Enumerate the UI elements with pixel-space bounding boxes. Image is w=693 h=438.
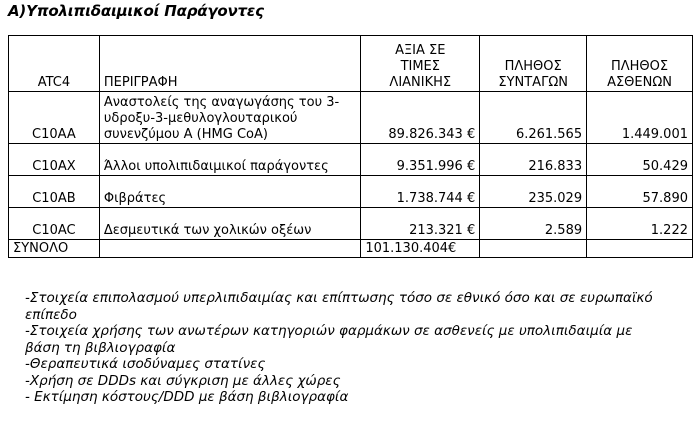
header-atc: ATC4 xyxy=(9,36,100,92)
header-value-line: ΑΞΙΑ ΣΕ xyxy=(395,43,446,58)
patient-count: 57.890 xyxy=(587,176,693,208)
patient-count: 50.429 xyxy=(587,144,693,176)
table-row xyxy=(9,208,693,240)
total-label: ΣΥΝΟΛΟ xyxy=(9,240,100,258)
header-patients-line: ΑΣΘΕΝΩΝ xyxy=(607,75,673,90)
table-header-row xyxy=(9,36,693,92)
description xyxy=(99,92,360,144)
description-line: υδροξυ-3-μεθυλογλουταρικού xyxy=(103,111,298,126)
header-prescriptions-line: ΠΛΗΘΟΣ xyxy=(504,59,562,74)
table-row xyxy=(9,176,693,208)
table-row xyxy=(9,92,693,144)
description: Άλλοι υπολιπιδαιμικοί παράγοντες xyxy=(99,144,360,176)
total-prescriptions-empty xyxy=(480,240,587,258)
retail-value: 89.826.343 € xyxy=(361,92,480,144)
patient-count: 1.449.001 xyxy=(587,92,693,144)
total-patients-empty xyxy=(587,240,693,258)
atc-code: C10AX xyxy=(9,144,100,176)
note-line: -Στοιχεία χρήσης των ανωτέρων κατηγοριών φαρμάκων σε ασθενείς με υπολιπιδαιμία με xyxy=(25,323,633,339)
retail-value: 213.321 € xyxy=(361,208,480,240)
atc-code: C10AB xyxy=(9,176,100,208)
header-value-line: ΛΙΑΝΙΚΗΣ xyxy=(389,75,452,90)
header-prescriptions-line: ΣΥΝΤΑΓΩΝ xyxy=(498,75,568,90)
description-line: συνενζύμου Α (HMG CoA) xyxy=(103,127,268,142)
header-description: ΠΕΡΙΓΡΑΦΗ xyxy=(99,36,360,92)
prescription-count: 216.833 xyxy=(480,144,587,176)
header-patients-line: ΠΛΗΘΟΣ xyxy=(610,59,669,74)
notes-list xyxy=(25,290,675,406)
description: Δεσμευτικά των χολικών οξέων xyxy=(99,208,360,240)
section-heading: Α)Υπολιπιδαιμικοί Παράγοντες xyxy=(8,2,264,20)
prescription-count: 235.029 xyxy=(480,176,587,208)
note-line: -Θεραπευτικά ισοδύναμες στατίνες xyxy=(25,356,266,372)
prescription-count: 2.589 xyxy=(480,208,587,240)
header-value xyxy=(361,36,480,92)
prescription-count: 6.261.565 xyxy=(480,92,587,144)
header-prescriptions xyxy=(480,36,587,92)
atc-code: C10AA xyxy=(9,92,100,144)
header-patients xyxy=(587,36,693,92)
retail-value: 9.351.996 € xyxy=(361,144,480,176)
table-row xyxy=(9,144,693,176)
note-line: επίπεδο xyxy=(25,306,77,323)
note-line: -Στοιχεία επιπολασμού υπερλιπιδαιμίας και επίπτωσης τόσο σε εθνικό όσο και σε ευρωπαϊκό xyxy=(25,290,653,306)
table-total-row xyxy=(9,240,693,258)
note-line: βάση τη βιβλιογραφία xyxy=(25,339,176,356)
retail-value: 1.738.744 € xyxy=(361,176,480,208)
description: Φιβράτες xyxy=(99,176,360,208)
note-line: - Εκτίμηση κόστους/DDD με βάση βιβλιογραφία xyxy=(25,389,349,405)
note-line: -Χρήση σε DDDs και σύγκριση με άλλες χώρες xyxy=(25,372,341,389)
description-line: Αναστολείς της αναγωγάσης του 3- xyxy=(103,95,340,110)
total-value: 101.130.404€ xyxy=(361,240,480,258)
header-value-line: ΤΙΜΕΣ xyxy=(400,59,440,74)
lipid-drugs-table xyxy=(8,35,693,258)
patient-count: 1.222 xyxy=(587,208,693,240)
total-description-empty xyxy=(99,240,360,258)
atc-code: C10AC xyxy=(9,208,100,240)
